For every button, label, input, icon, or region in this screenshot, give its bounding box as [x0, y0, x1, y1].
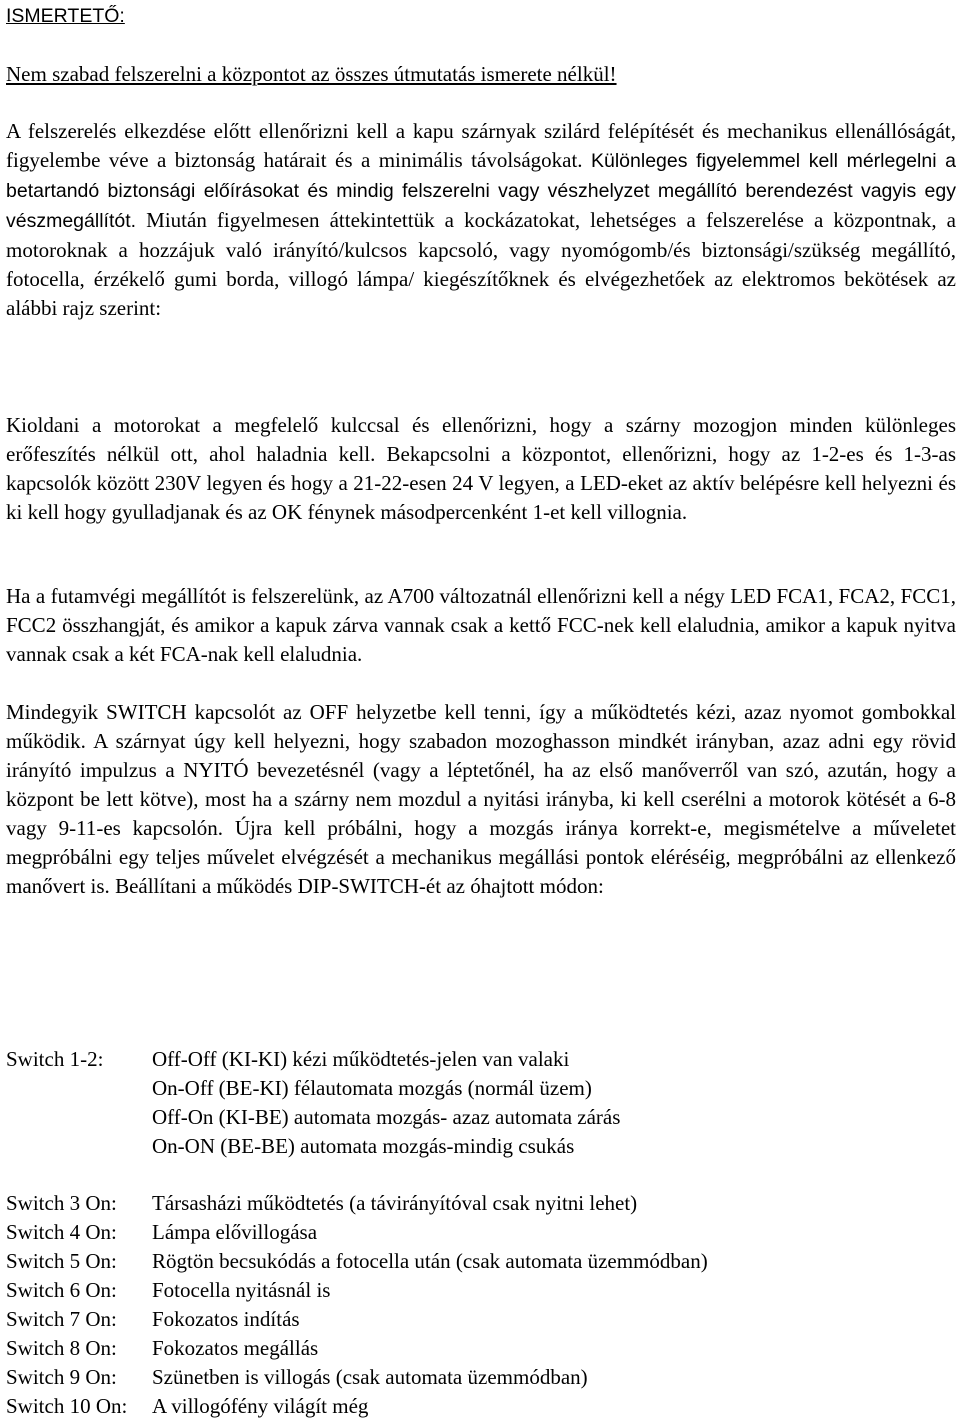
- switch-row: [6, 1074, 956, 1103]
- switch-option: On-Off (BE-KI) félautomata mozgás (normál üzem): [152, 1076, 592, 1100]
- switch-label: Switch 7 On:: [6, 1307, 117, 1331]
- switch-row: [6, 1305, 956, 1334]
- switch-row: [6, 1334, 956, 1363]
- switch-row: [6, 1132, 956, 1161]
- switch-list: [6, 1189, 956, 1421]
- switch-label: Switch 10 On:: [6, 1394, 128, 1418]
- switch-description: Fokozatos indítás: [152, 1307, 300, 1331]
- paragraph-sentence: A szárnyat úgy kell helyezni, hogy szabadon mozoghasson mindkét irányban, azaz adni egy rövid irányító impulzus a NYITÓ bevezetésnél (vagy a léptetőnél, ha az első manőverről van szó, azután, hogy a központ be lett kötve), most ha a szárny nem mozdul a nyitási irányba, ki kell cserélni a motorok kötését a 6-8 vagy 9-11-es kapcsolón.: [6, 729, 956, 840]
- paragraph-limit-switch: Ha a futamvégi megállítót is felszerelünk, az A700 változatnál ellenőrizni kell a négy LED FCA1, FCA2, FCC1, FCC2 összhangját, és amikor a kapuk zárva vannak csak a kettő FCC-nek kell elaludnia, amikor a kapuk nyitva vannak csak a két FCA-nak kell elaludnia.: [6, 584, 956, 666]
- switch-row: [6, 1247, 956, 1276]
- switch-option: On-ON (BE-BE) automata mozgás-mindig csukás: [152, 1134, 575, 1158]
- switch-description: Fotocella nyitásnál is: [152, 1278, 331, 1302]
- switch-description: Rögtön becsukódás a fotocella után (csak automata üzemmódban): [152, 1249, 708, 1273]
- switch-label: Switch 6 On:: [6, 1278, 117, 1302]
- paragraph-check: [6, 411, 956, 527]
- switch-label: Switch 3 On:: [6, 1191, 117, 1215]
- paragraph-sentence: Kioldani a motorokat a megfelelő kulccsal és ellenőrizni, hogy a szárny mozogjon minden különleges erőfeszítés nélkül ott, ahol haladnia kell.: [6, 413, 956, 466]
- section-heading: ISMERTETŐ:: [6, 5, 125, 27]
- paragraph-installation: [6, 117, 956, 323]
- switch-description: Lámpa elővillogása: [152, 1220, 318, 1244]
- paragraph-sentence: Bekapcsolni a központot, ellenőrizni, hogy az 1-2-es és 1-3-as kapcsolók között 230V legyen és hogy a 21-22-esen 24 V legyen, a LED-eket az aktív belépésre kell helyezni és ki kell hogy gyulladjanak és az OK fénynek másodpercenként 1-et kell villognia.: [6, 442, 957, 524]
- switch-1-2-block: [6, 1045, 956, 1161]
- paragraph-sentence: Miután figyelmesen áttekintettük a kockázatokat, lehetséges a felszerelése a központnak, a motoroknak a hozzájuk való irányító/kulcsos kapcsoló, vagy nyomógomb/és biztonsági/szükség megállító, fotocella, érzékelő gumi borda, villogó lámpa/ kiegészítőknek és elvégezhetőek az elektromos bekötések az alábbi rajz szerint:: [6, 208, 956, 320]
- paragraph-sentence: Különleges figyelemmel kell mérlegelni a betartandó biztonsági előírásokat és mindig felszerelni vagy vészhelyzet megállító berendezést vagyis egy vészmegállítót.: [6, 150, 956, 232]
- paragraph-sentence: A felszerelés elkezdése előtt ellenőrizni kell a kapu szárnyak szilárd felépítését és mechanikus ellenállóságát, figyelembe véve a biztonság határait és a minimális távolságokat.: [6, 119, 956, 172]
- switch-description: Szünetben is villogás (csak automata üzemmódban): [152, 1365, 588, 1389]
- switch-option: Off-Off (KI-KI) kézi működtetés-jelen van valaki: [152, 1047, 570, 1071]
- switch-option: Off-On (KI-BE) automata mozgás- azaz automata zárás: [152, 1105, 621, 1129]
- paragraph-sentence: Mindegyik SWITCH kapcsolót az OFF helyzetbe kell tenni, így a működtetés kézi, azaz nyomot gombokkal működik.: [6, 700, 956, 753]
- switch-description: Fokozatos megállás: [152, 1336, 319, 1360]
- paragraph-setup: [6, 698, 956, 901]
- switch-row: [6, 1218, 956, 1247]
- switch-label: Switch 1-2:: [6, 1047, 104, 1071]
- switch-label: Switch 5 On:: [6, 1249, 117, 1273]
- switch-row: [6, 1045, 956, 1074]
- paragraph-sentence: Újra kell próbálni, hogy a mozgás iránya korrekt-e, megismételve a műveletet megpróbálni egy teljes művelet elvégzését a mechanikus megállási pontok eléréséig, megpróbálni az ellenkező manővert is.: [6, 816, 957, 898]
- paragraph-sentence: Beállítani a működés DIP-SWITCH-ét az óhajtott módon:: [115, 874, 604, 898]
- switch-row: [6, 1363, 956, 1392]
- switch-row: [6, 1103, 956, 1132]
- switch-description: Társasházi működtetés (a távirányítóval csak nyitni lehet): [152, 1191, 638, 1215]
- switch-label: Switch 9 On:: [6, 1365, 117, 1389]
- switch-label: Switch 8 On:: [6, 1336, 117, 1360]
- switch-row: [6, 1276, 956, 1305]
- switch-description: A villogófény világít még: [152, 1394, 369, 1418]
- switch-row: [6, 1392, 956, 1421]
- switch-row: [6, 1189, 956, 1218]
- switch-label: Switch 4 On:: [6, 1220, 117, 1244]
- warning-text: Nem szabad felszerelni a központot az összes útmutatás ismerete nélkül!: [6, 62, 617, 86]
